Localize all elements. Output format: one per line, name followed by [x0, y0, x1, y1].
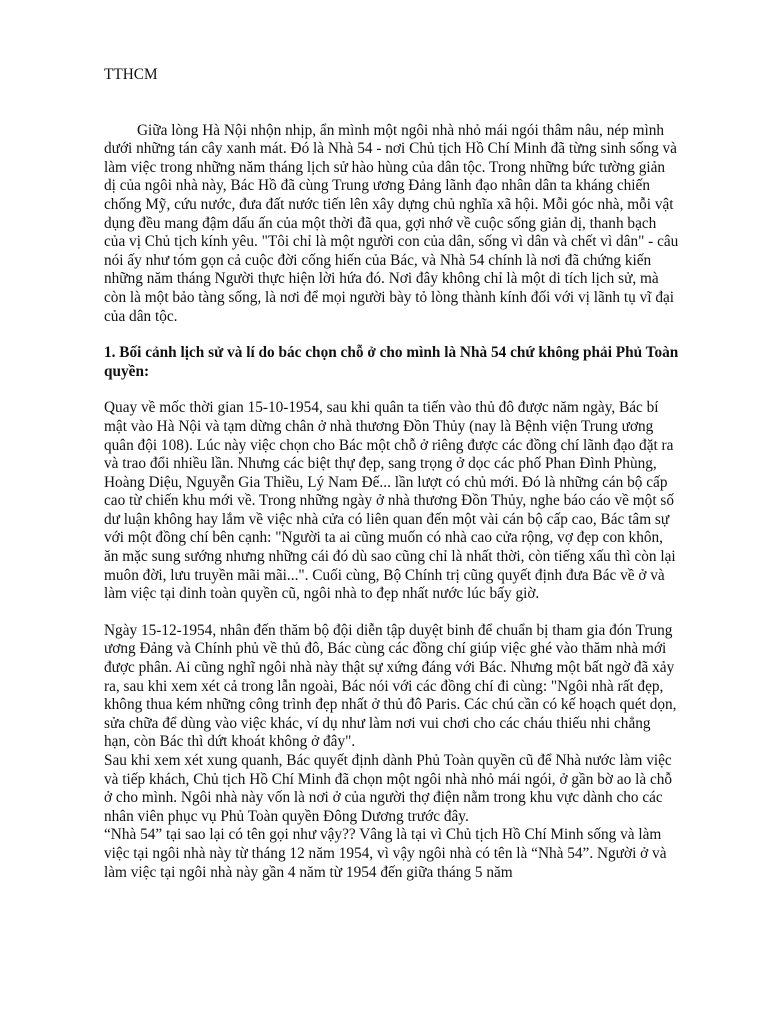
- body-paragraph-3: Sau khi xem xét xung quanh, Bác quyết định dành Phủ Toàn quyền cũ để Nhà nước làm việc và tiếp khách, Chủ tịch Hồ Chí Minh đã chọn một ngôi nhà nhỏ mái ngói, ở gần bờ ao là chỗ ở cho mình. Ngôi nhà này vốn là nơi ở của người thợ điện nằm trong khu vực dành cho các nhân viên phục vụ Phủ Toàn quyền Đông Dương trước đây.: [104, 752, 673, 825]
- body-paragraph-2: Ngày 15-12-1954, nhân đến thăm bộ đội diễn tập duyệt binh để chuẩn bị tham gia đón Trung ương Đảng và Chính phủ về thủ đô, Bác cùng các đồng chí giúp việc ghé vào thăm nhà mới được phân. Ai cũng nghĩ ngôi nhà này thật sự xứng đáng với Bác. Nhưng một bất ngờ đã xảy ra, sau khi xem xét cả trong lẫn ngoài, Bác nói với các đồng chí đi cùng: "Ngôi nhà rất đẹp, không thua kém những công trình đẹp nhất ở thủ đô Paris. Các chú cần có kế hoạch quét dọn, sửa chữa để dùng vào việc khác, ví dụ như làm nơi vui chơi cho các cháu thiếu nhi chẳng hạn, còn Bác thì dứt khoát không ở đây".: [104, 621, 677, 751]
- section-heading: 1. Bối cảnh lịch sử và lí do bác chọn chỗ ở cho mình là Nhà 54 chứ không phải Phủ Toàn quyền:: [104, 344, 679, 380]
- intro-paragraph: Giữa lòng Hà Nội nhộn nhịp, ẩn mình một ngôi nhà nhỏ mái ngói thâm nâu, nép mình dưới những tán cây xanh mát. Đó là Nhà 54 - nơi Chủ tịch Hồ Chí Minh đã từng sinh sống và làm việc trong những năm tháng lịch sử hào hùng của dân tộc. Trong những bức tường giản dị của ngôi nhà này, Bác Hồ đã cùng Trung ương Đảng lãnh đạo nhân dân ta kháng chiến chống Mỹ, cứu nước, đưa đất nước tiến lên xây dựng chủ nghĩa xã hội. Mỗi góc nhà, mỗi vật dụng đều mang đậm dấu ấn của một thời đã qua, gợi nhớ về cuộc sống giản dị, thanh bạch của vị Chủ tịch kính yêu. "Tôi chỉ là một người con của dân, sống vì dân và chết vì dân" - câu nói ấy như tóm gọn cả cuộc đời cống hiến của Bác, và Nhà 54 chính là nơi đã chứng kiến những năm tháng Người thực hiện lời hứa đó. Nơi đây không chỉ là một di tích lịch sử, mà còn là một bảo tàng sống, là nơi để mọi người bày tỏ lòng thành kính đối với vị lãnh tụ vĩ đại của dân tộc.: [104, 121, 679, 325]
- document-title: TTHCM: [104, 66, 158, 83]
- body-paragraph-1: Quay về mốc thời gian 15-10-1954, sau khi quân ta tiến vào thủ đô được năm ngày, Bác bí mật vào Hà Nội và tạm dừng chân ở nhà thương Đồn Thủy (nay là Bệnh viện Trung ương quân đội 108). Lúc này việc chọn cho Bác một chỗ ở riêng được các đồng chí lãnh đạo đặt ra và trao đổi nhiều lần. Nhưng các biệt thự đẹp, sang trọng ở dọc các phố Phan Đình Phùng, Hoàng Diệu, Nguyễn Gia Thiều, Lý Nam Đế... lần lượt có chủ mới. Đó là những cán bộ cấp cao từ chiến khu mới về. Trong những ngày ở nhà thương Đồn Thủy, nghe báo cáo về một số dư luận không hay lắm về việc nhà cửa có liên quan đến một vài cán bộ cấp cao, Bác tâm sự với một đồng chí bên cạnh: "Người ta ai cũng muốn có nhà cao cửa rộng, vợ đẹp con khôn, ăn mặc sung sướng nhưng những cái đó dù sao cũng chỉ là nhất thời, còn tiếng xấu thì còn lại muôn đời, lưu truyền mãi mãi...". Cuối cùng, Bộ Chính trị cũng quyết định đưa Bác về ở và làm việc tại dinh toàn quyền cũ, ngôi nhà to đẹp nhất nước lúc bấy giờ.: [104, 399, 676, 603]
- document-page: [104, 66, 680, 882]
- body-paragraph-4: “Nhà 54” tại sao lại có tên gọi như vậy?? Vâng là tại vì Chủ tịch Hồ Chí Minh sống và làm việc tại ngôi nhà này từ tháng 12 năm 1954, vì vậy ngôi nhà có tên là “Nhà 54”. Người ở và làm việc tại ngôi nhà này gần 4 năm từ 1954 đến giữa tháng 5 năm: [104, 826, 667, 881]
